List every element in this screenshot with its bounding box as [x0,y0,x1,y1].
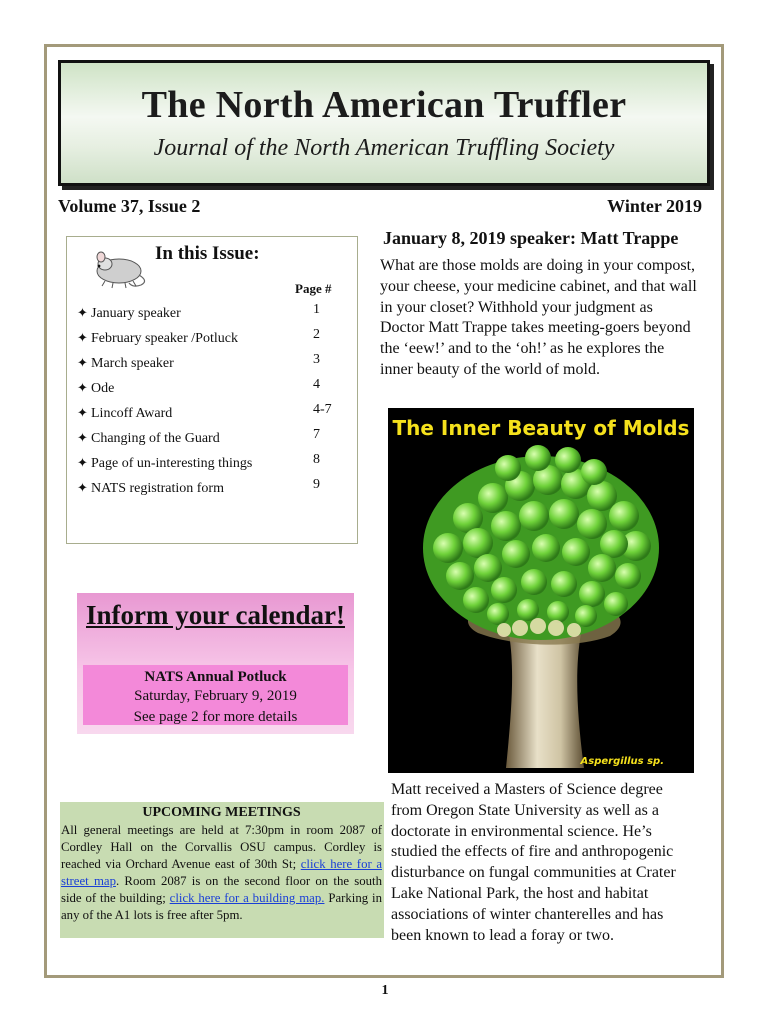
toc-heading: In this Issue: [155,243,260,264]
toc-list [77,303,357,503]
toc-item-label: Changing of the Guard [91,431,220,446]
star-bullet-icon: ✦ [77,480,88,495]
toc-item-page: 7 [313,427,320,442]
page-number: 1 [381,983,389,998]
article-bio: Matt received a Masters of Science degree from Oregon State University as well as a doctorate in environmental science. He’s studied the effects of fire and anthropogenic disturbance on fungal communities at Crater Lake National Park, the host and habitat associations of winter chanterelles and has been known to lead a foray or two. [391,781,676,944]
issue-volume: Volume 37, Issue 2 [58,196,201,216]
star-bullet-icon: ✦ [77,355,88,370]
star-bullet-icon: ✦ [77,455,88,470]
street-map-link[interactable]: click here for a street map [61,857,382,888]
article-heading: January 8, 2019 speaker: Matt Trappe [383,228,679,248]
toc-item-page: 9 [313,477,320,492]
toc-item-page: 4 [313,377,320,392]
toc-item-label: Page of un-interesting things [91,456,253,471]
toc-item-label: February speaker /Potluck [91,331,238,346]
calendar-event: NATS Annual Potluck [144,669,287,685]
mouse-icon [89,245,149,289]
newsletter-title: The North American Truffler [141,84,627,126]
toc-item-page: 1 [313,302,320,317]
toc-item-page: 4-7 [313,402,332,417]
meetings-title: UPCOMING MEETINGS [142,805,301,820]
upcoming-meetings [60,802,384,938]
toc-item-page: 8 [313,452,320,467]
star-bullet-icon: ✦ [77,380,88,395]
toc-item-label: Lincoff Award [91,406,173,421]
calendar-event-box [83,665,348,725]
toc-item-label: March speaker [91,356,174,371]
building-map-link[interactable]: click here for a building map. [169,891,325,905]
toc-item-page: 3 [313,352,320,367]
masthead [58,60,710,186]
calendar-date: Saturday, February 9, 2019 [134,688,297,704]
star-bullet-icon: ✦ [77,430,88,445]
mold-image [388,408,694,773]
issue-season: Winter 2019 [607,196,702,216]
toc-item-label: Ode [91,381,115,396]
image-caption: Aspergillus sp. [580,756,664,767]
toc-page-header: Page # [295,281,332,296]
newsletter-subtitle: Journal of the North American Truffling Society [153,135,615,161]
calendar-details: See page 2 for more details [133,709,298,725]
image-title: The Inner Beauty of Molds [392,416,690,440]
calendar-title: Inform your calendar! [86,600,345,630]
toc-item-label: NATS registration form [91,481,224,496]
toc-item-page: 2 [313,327,320,342]
calendar-notice [77,593,354,734]
meetings-text: . Room 2087 is on the second floor on the south side of the building; [61,874,382,905]
star-bullet-icon: ✦ [77,405,88,420]
article-intro: What are those molds are doing in your compost, your cheese, your medicine cabinet, and that wall in your closet? Withhold your judgment as Doctor Matt Trappe takes meeting-goers beyond the ‘eew!’ and to the ‘oh!’ as he explores the inner beauty of the world of mold. [380,257,697,378]
meetings-text: Parking in any of the A1 lots is free after 5pm. [61,891,382,922]
star-bullet-icon: ✦ [77,330,88,345]
star-bullet-icon: ✦ [77,305,88,320]
meetings-text: All general meetings are held at 7:30pm in room 2087 of Cordley Hall on the Corvallis OSU campus. Cordley is reached via Orchard Avenue east of 30th St; [61,823,382,871]
table-of-contents [66,236,358,544]
meetings-body [61,822,382,924]
mold-illustration [388,408,694,773]
toc-item [77,478,357,503]
toc-item-label: January speaker [91,306,181,321]
